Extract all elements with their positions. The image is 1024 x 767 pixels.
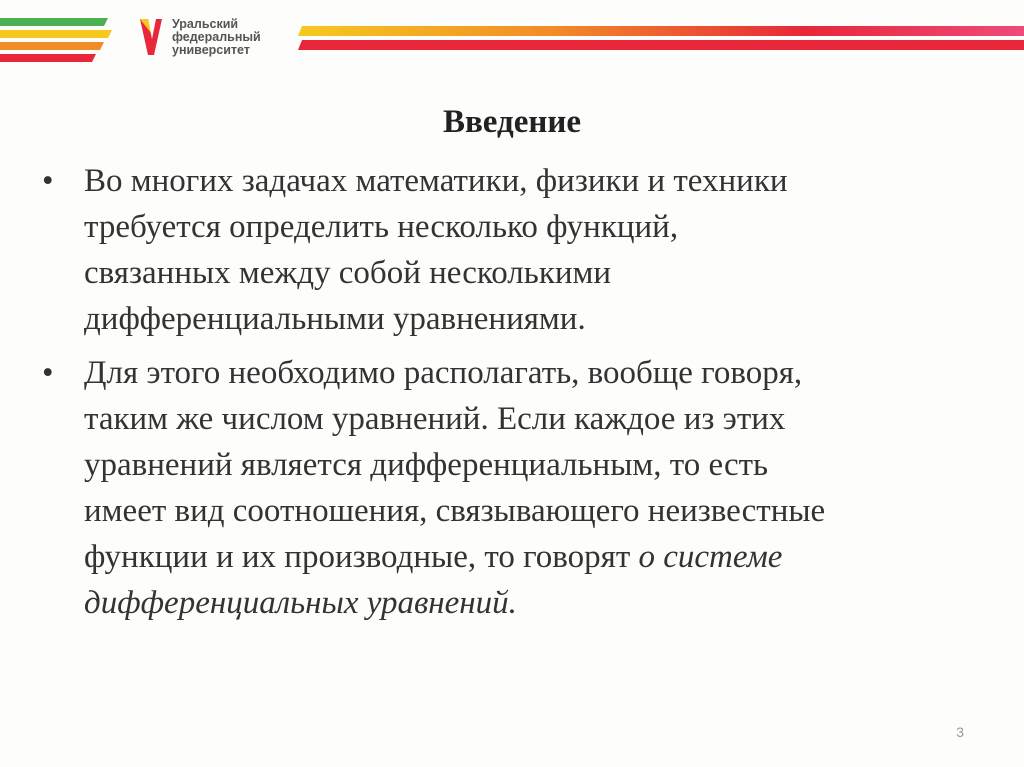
bullet-line: требуется определить несколько функций, (84, 209, 679, 245)
slide-content (42, 158, 1002, 634)
bullet-line: уравнений является дифференциальным, то есть (84, 447, 769, 483)
bullet-line: таким же числом уравнений. Если каждое из этих (84, 401, 786, 437)
university-logo (138, 14, 261, 60)
university-logo-icon (138, 17, 164, 57)
bullet-item (42, 158, 1002, 342)
bullet-line: имеет вид соотношения, связывающего неизвестные (84, 493, 826, 529)
university-logo-text (172, 18, 261, 57)
logo-line-3: университет (172, 42, 250, 57)
bullet-marker: • (42, 163, 54, 199)
bullet-marker: • (42, 355, 54, 391)
bullet-line (84, 580, 1002, 626)
header-stripes-left (0, 14, 112, 64)
bullet-line: Для этого необходимо располагать, вообще говоря, (84, 355, 803, 391)
bullet-line-italic: дифференциальных уравнений. (84, 585, 517, 621)
logo-line-1: Уральский (172, 16, 239, 31)
bullet-item (42, 350, 1002, 626)
logo-line-2: федеральный (172, 29, 261, 44)
bullet-line: связанных между собой несколькими (84, 255, 612, 291)
bullet-line: Во многих задачах математики, физики и техники (84, 163, 788, 199)
page-number: 3 (956, 724, 964, 740)
header-stripes-right (298, 26, 1024, 54)
bullet-line (84, 534, 1002, 580)
slide-title: Введение (442, 104, 582, 140)
bullet-line: дифференциальными уравнениями. (84, 301, 586, 337)
bullet-line-italic: о системе (638, 539, 783, 575)
bullet-line-plain: функции и их производные, то говорят (84, 539, 639, 575)
